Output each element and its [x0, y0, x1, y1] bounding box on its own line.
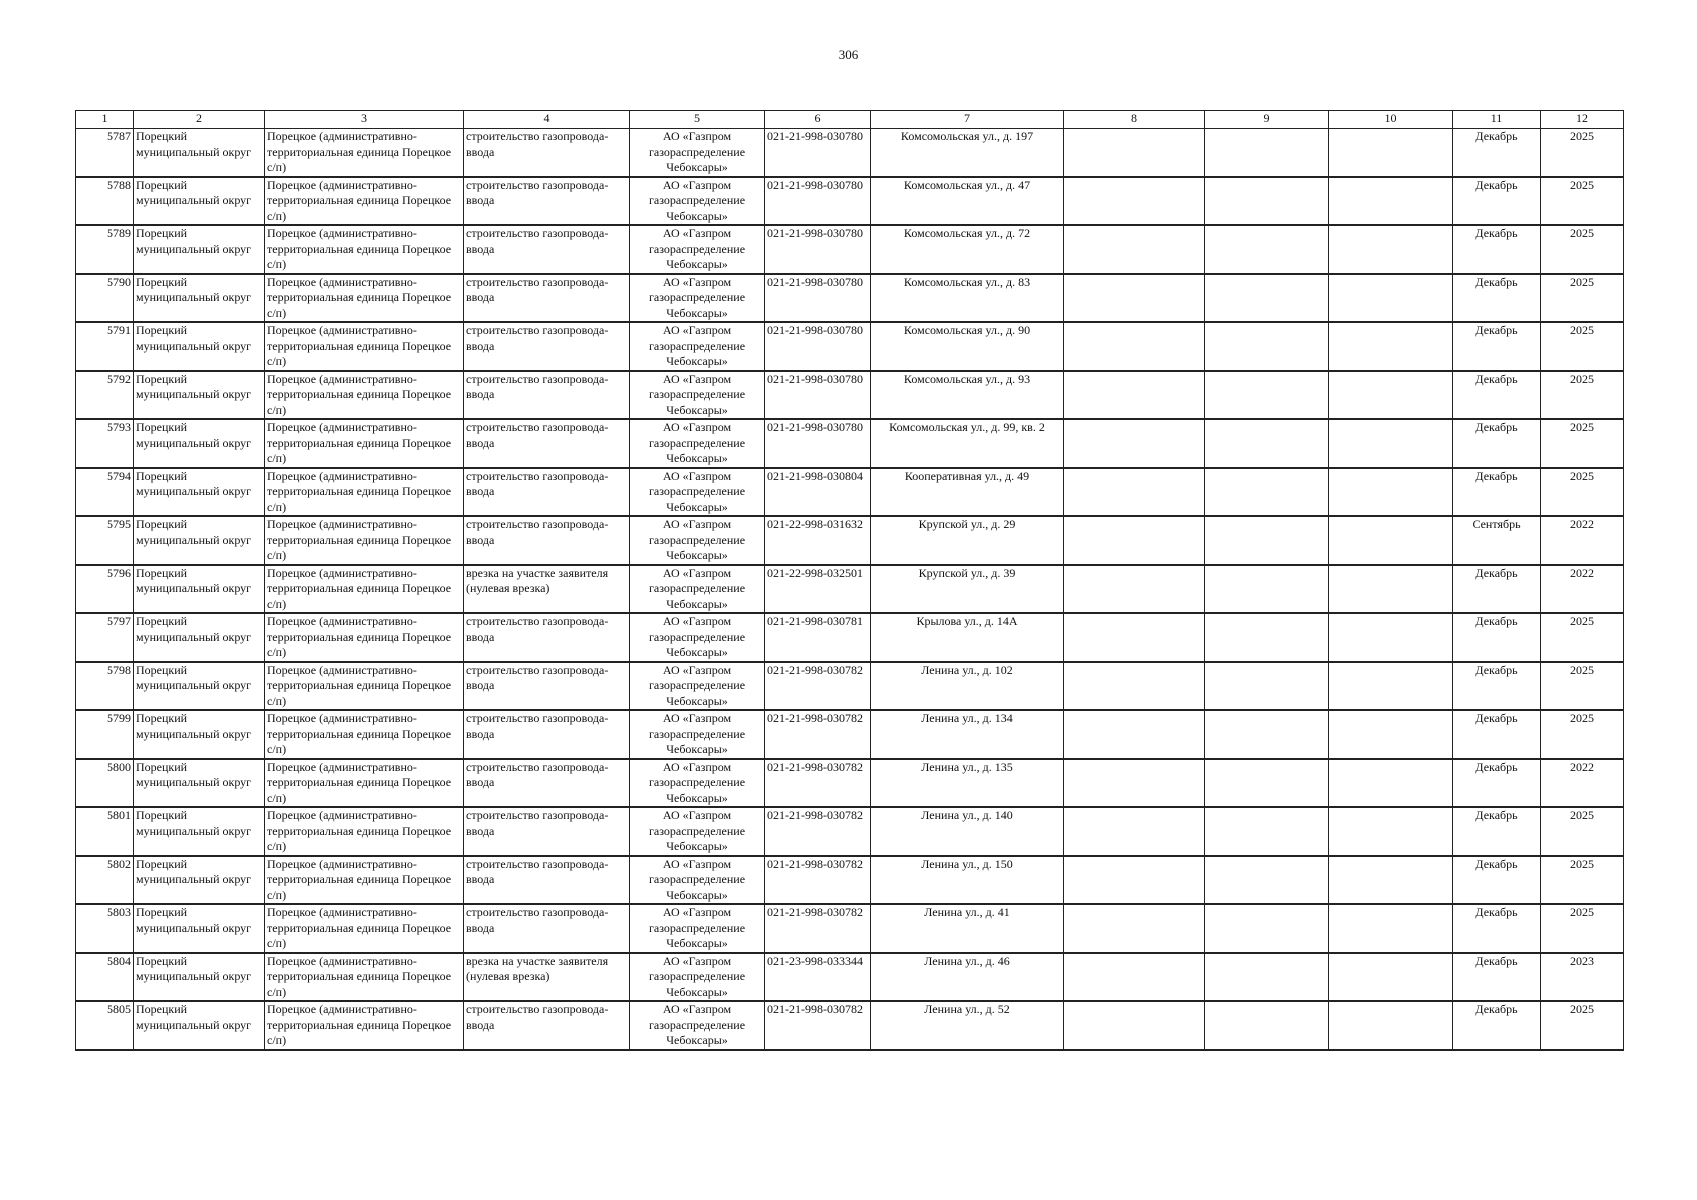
column-8-cell: [1064, 807, 1205, 856]
work-type-cell: строительство газопровода-ввода: [464, 856, 630, 905]
table-row: [76, 904, 1624, 953]
year-cell: 2025: [1541, 613, 1624, 662]
month-cell: Декабрь: [1453, 322, 1541, 371]
work-type-cell: строительство газопровода-ввода: [464, 225, 630, 274]
row-number: 5790: [76, 274, 134, 323]
locality-cell: Порецкое (административно-территориальная единица Порецкое с/п): [265, 953, 464, 1002]
table-row: [76, 322, 1624, 371]
code-cell: 021-21-998-030780: [765, 129, 871, 177]
organization-cell: АО «Газпром газораспределение Чебоксары»: [630, 468, 765, 517]
year-cell: 2025: [1541, 322, 1624, 371]
table-row: [76, 759, 1624, 808]
row-number: 5804: [76, 953, 134, 1002]
column-8-cell: [1064, 177, 1205, 226]
code-cell: 021-21-998-030780: [765, 322, 871, 371]
column-9-cell: [1205, 856, 1329, 905]
code-cell: 021-21-998-030780: [765, 274, 871, 323]
district-cell: Порецкий муниципальный округ: [134, 274, 265, 323]
table-row: [76, 516, 1624, 565]
table-row: [76, 856, 1624, 905]
table-row: [76, 371, 1624, 420]
work-type-cell: строительство газопровода-ввода: [464, 904, 630, 953]
column-8-cell: [1064, 274, 1205, 323]
code-cell: 021-21-998-030782: [765, 856, 871, 905]
table-row: [76, 565, 1624, 614]
column-10-cell: [1329, 807, 1453, 856]
column-9-cell: [1205, 759, 1329, 808]
table-row: [76, 1001, 1624, 1050]
table-row: [76, 710, 1624, 759]
row-number: 5795: [76, 516, 134, 565]
column-8-cell: [1064, 662, 1205, 711]
table-row: [76, 807, 1624, 856]
year-cell: 2025: [1541, 468, 1624, 517]
code-cell: 021-21-998-030780: [765, 177, 871, 226]
locality-cell: Порецкое (административно-территориальная единица Порецкое с/п): [265, 904, 464, 953]
column-10-cell: [1329, 1001, 1453, 1050]
year-cell: 2025: [1541, 274, 1624, 323]
year-cell: 2025: [1541, 856, 1624, 905]
column-header: 6: [765, 111, 871, 129]
district-cell: Порецкий муниципальный округ: [134, 904, 265, 953]
column-9-cell: [1205, 177, 1329, 226]
year-cell: 2025: [1541, 371, 1624, 420]
code-cell: 021-21-998-030782: [765, 662, 871, 711]
year-cell: 2022: [1541, 565, 1624, 614]
column-10-cell: [1329, 953, 1453, 1002]
year-cell: 2025: [1541, 419, 1624, 468]
column-10-cell: [1329, 565, 1453, 614]
row-number: 5793: [76, 419, 134, 468]
column-9-cell: [1205, 225, 1329, 274]
column-9-cell: [1205, 807, 1329, 856]
district-cell: Порецкий муниципальный округ: [134, 662, 265, 711]
row-number: 5789: [76, 225, 134, 274]
district-cell: Порецкий муниципальный округ: [134, 565, 265, 614]
row-number: 5802: [76, 856, 134, 905]
district-cell: Порецкий муниципальный округ: [134, 468, 265, 517]
locality-cell: Порецкое (административно-территориальная единица Порецкое с/п): [265, 759, 464, 808]
column-header-row: [76, 111, 1624, 129]
month-cell: Декабрь: [1453, 759, 1541, 808]
organization-cell: АО «Газпром газораспределение Чебоксары»: [630, 1001, 765, 1050]
column-header: 1: [76, 111, 134, 129]
table-row: [76, 662, 1624, 711]
table-row: [76, 613, 1624, 662]
register-table: [75, 110, 1624, 1051]
month-cell: Декабрь: [1453, 710, 1541, 759]
address-cell: Комсомольская ул., д. 72: [871, 225, 1064, 274]
month-cell: Декабрь: [1453, 953, 1541, 1002]
address-cell: Крылова ул., д. 14А: [871, 613, 1064, 662]
district-cell: Порецкий муниципальный округ: [134, 129, 265, 177]
locality-cell: Порецкое (административно-территориальная единица Порецкое с/п): [265, 1001, 464, 1050]
code-cell: 021-21-998-030782: [765, 807, 871, 856]
month-cell: Декабрь: [1453, 807, 1541, 856]
column-header: 4: [464, 111, 630, 129]
code-cell: 021-21-998-030780: [765, 225, 871, 274]
column-8-cell: [1064, 904, 1205, 953]
column-header: 5: [630, 111, 765, 129]
code-cell: 021-22-998-032501: [765, 565, 871, 614]
locality-cell: Порецкое (административно-территориальная единица Порецкое с/п): [265, 371, 464, 420]
address-cell: Комсомольская ул., д. 47: [871, 177, 1064, 226]
month-cell: Декабрь: [1453, 565, 1541, 614]
work-type-cell: строительство газопровода-ввода: [464, 177, 630, 226]
year-cell: 2025: [1541, 225, 1624, 274]
address-cell: Ленина ул., д. 135: [871, 759, 1064, 808]
column-9-cell: [1205, 371, 1329, 420]
column-10-cell: [1329, 759, 1453, 808]
district-cell: Порецкий муниципальный округ: [134, 710, 265, 759]
column-10-cell: [1329, 662, 1453, 711]
locality-cell: Порецкое (административно-территориальная единица Порецкое с/п): [265, 225, 464, 274]
row-number: 5800: [76, 759, 134, 808]
locality-cell: Порецкое (административно-территориальная единица Порецкое с/п): [265, 710, 464, 759]
work-type-cell: врезка на участке заявителя (нулевая врезка): [464, 565, 630, 614]
code-cell: 021-21-998-030782: [765, 710, 871, 759]
work-type-cell: строительство газопровода-ввода: [464, 516, 630, 565]
address-cell: Ленина ул., д. 46: [871, 953, 1064, 1002]
locality-cell: Порецкое (административно-территориальная единица Порецкое с/п): [265, 468, 464, 517]
column-header: 3: [265, 111, 464, 129]
page-number: 306: [838, 47, 859, 62]
district-cell: Порецкий муниципальный округ: [134, 419, 265, 468]
code-cell: 021-21-998-030781: [765, 613, 871, 662]
district-cell: Порецкий муниципальный округ: [134, 856, 265, 905]
district-cell: Порецкий муниципальный округ: [134, 953, 265, 1002]
district-cell: Порецкий муниципальный округ: [134, 516, 265, 565]
address-cell: Ленина ул., д. 134: [871, 710, 1064, 759]
address-cell: Комсомольская ул., д. 99, кв. 2: [871, 419, 1064, 468]
table-row: [76, 953, 1624, 1002]
organization-cell: АО «Газпром газораспределение Чебоксары»: [630, 710, 765, 759]
organization-cell: АО «Газпром газораспределение Чебоксары»: [630, 613, 765, 662]
work-type-cell: врезка на участке заявителя (нулевая врезка): [464, 953, 630, 1002]
column-8-cell: [1064, 565, 1205, 614]
column-header: 8: [1064, 111, 1205, 129]
code-cell: 021-21-998-030780: [765, 419, 871, 468]
address-cell: Крупской ул., д. 29: [871, 516, 1064, 565]
month-cell: Декабрь: [1453, 613, 1541, 662]
table-row: [76, 274, 1624, 323]
column-header: 7: [871, 111, 1064, 129]
month-cell: Декабрь: [1453, 662, 1541, 711]
column-8-cell: [1064, 419, 1205, 468]
column-9-cell: [1205, 129, 1329, 177]
year-cell: 2022: [1541, 516, 1624, 565]
year-cell: 2022: [1541, 759, 1624, 808]
work-type-cell: строительство газопровода-ввода: [464, 807, 630, 856]
organization-cell: АО «Газпром газораспределение Чебоксары»: [630, 759, 765, 808]
column-10-cell: [1329, 371, 1453, 420]
locality-cell: Порецкое (административно-территориальная единица Порецкое с/п): [265, 322, 464, 371]
month-cell: Декабрь: [1453, 371, 1541, 420]
row-number: 5799: [76, 710, 134, 759]
column-8-cell: [1064, 468, 1205, 517]
district-cell: Порецкий муниципальный округ: [134, 807, 265, 856]
month-cell: Декабрь: [1453, 468, 1541, 517]
column-header: 2: [134, 111, 265, 129]
code-cell: 021-22-998-031632: [765, 516, 871, 565]
organization-cell: АО «Газпром газораспределение Чебоксары»: [630, 371, 765, 420]
column-10-cell: [1329, 225, 1453, 274]
organization-cell: АО «Газпром газораспределение Чебоксары»: [630, 516, 765, 565]
month-cell: Декабрь: [1453, 904, 1541, 953]
column-8-cell: [1064, 613, 1205, 662]
month-cell: Декабрь: [1453, 129, 1541, 177]
column-10-cell: [1329, 419, 1453, 468]
row-number: 5792: [76, 371, 134, 420]
row-number: 5797: [76, 613, 134, 662]
month-cell: Декабрь: [1453, 177, 1541, 226]
column-8-cell: [1064, 322, 1205, 371]
address-cell: Ленина ул., д. 150: [871, 856, 1064, 905]
column-8-cell: [1064, 1001, 1205, 1050]
organization-cell: АО «Газпром газораспределение Чебоксары»: [630, 177, 765, 226]
district-cell: Порецкий муниципальный округ: [134, 759, 265, 808]
locality-cell: Порецкое (административно-территориальная единица Порецкое с/п): [265, 807, 464, 856]
row-number: 5801: [76, 807, 134, 856]
column-8-cell: [1064, 225, 1205, 274]
table-row: [76, 419, 1624, 468]
column-8-cell: [1064, 371, 1205, 420]
column-9-cell: [1205, 1001, 1329, 1050]
column-9-cell: [1205, 662, 1329, 711]
work-type-cell: строительство газопровода-ввода: [464, 759, 630, 808]
year-cell: 2025: [1541, 177, 1624, 226]
column-10-cell: [1329, 516, 1453, 565]
organization-cell: АО «Газпром газораспределение Чебоксары»: [630, 807, 765, 856]
work-type-cell: строительство газопровода-ввода: [464, 662, 630, 711]
column-8-cell: [1064, 953, 1205, 1002]
column-header: 10: [1329, 111, 1453, 129]
column-header: 12: [1541, 111, 1624, 129]
organization-cell: АО «Газпром газораспределение Чебоксары»: [630, 322, 765, 371]
code-cell: 021-21-998-030782: [765, 1001, 871, 1050]
column-9-cell: [1205, 613, 1329, 662]
organization-cell: АО «Газпром газораспределение Чебоксары»: [630, 662, 765, 711]
work-type-cell: строительство газопровода-ввода: [464, 468, 630, 517]
month-cell: Декабрь: [1453, 274, 1541, 323]
address-cell: Комсомольская ул., д. 93: [871, 371, 1064, 420]
table-row: [76, 177, 1624, 226]
address-cell: Комсомольская ул., д. 83: [871, 274, 1064, 323]
month-cell: Декабрь: [1453, 419, 1541, 468]
year-cell: 2025: [1541, 662, 1624, 711]
district-cell: Порецкий муниципальный округ: [134, 613, 265, 662]
column-10-cell: [1329, 613, 1453, 662]
column-header: 11: [1453, 111, 1541, 129]
column-9-cell: [1205, 953, 1329, 1002]
column-10-cell: [1329, 129, 1453, 177]
address-cell: Ленина ул., д. 41: [871, 904, 1064, 953]
locality-cell: Порецкое (административно-территориальная единица Порецкое с/п): [265, 516, 464, 565]
locality-cell: Порецкое (административно-территориальная единица Порецкое с/п): [265, 129, 464, 177]
code-cell: 021-21-998-030782: [765, 904, 871, 953]
year-cell: 2025: [1541, 807, 1624, 856]
column-10-cell: [1329, 710, 1453, 759]
code-cell: 021-21-998-030782: [765, 759, 871, 808]
year-cell: 2025: [1541, 1001, 1624, 1050]
column-header: 9: [1205, 111, 1329, 129]
table-row: [76, 129, 1624, 177]
locality-cell: Порецкое (административно-территориальная единица Порецкое с/п): [265, 177, 464, 226]
year-cell: 2023: [1541, 953, 1624, 1002]
locality-cell: Порецкое (административно-территориальная единица Порецкое с/п): [265, 274, 464, 323]
column-10-cell: [1329, 856, 1453, 905]
organization-cell: АО «Газпром газораспределение Чебоксары»: [630, 419, 765, 468]
column-10-cell: [1329, 468, 1453, 517]
column-10-cell: [1329, 904, 1453, 953]
month-cell: Декабрь: [1453, 1001, 1541, 1050]
row-number: 5798: [76, 662, 134, 711]
address-cell: Ленина ул., д. 102: [871, 662, 1064, 711]
row-number: 5796: [76, 565, 134, 614]
locality-cell: Порецкое (административно-территориальная единица Порецкое с/п): [265, 856, 464, 905]
column-9-cell: [1205, 710, 1329, 759]
column-9-cell: [1205, 904, 1329, 953]
year-cell: 2025: [1541, 129, 1624, 177]
table-body: [76, 129, 1624, 1050]
address-cell: Комсомольская ул., д. 90: [871, 322, 1064, 371]
table-row: [76, 225, 1624, 274]
row-number: 5788: [76, 177, 134, 226]
month-cell: Декабрь: [1453, 856, 1541, 905]
organization-cell: АО «Газпром газораспределение Чебоксары»: [630, 565, 765, 614]
organization-cell: АО «Газпром газораспределение Чебоксары»: [630, 953, 765, 1002]
code-cell: 021-21-998-030804: [765, 468, 871, 517]
column-9-cell: [1205, 468, 1329, 517]
column-8-cell: [1064, 710, 1205, 759]
column-9-cell: [1205, 419, 1329, 468]
column-9-cell: [1205, 516, 1329, 565]
district-cell: Порецкий муниципальный округ: [134, 1001, 265, 1050]
column-8-cell: [1064, 516, 1205, 565]
row-number: 5805: [76, 1001, 134, 1050]
district-cell: Порецкий муниципальный округ: [134, 371, 265, 420]
locality-cell: Порецкое (административно-территориальная единица Порецкое с/п): [265, 419, 464, 468]
address-cell: Комсомольская ул., д. 197: [871, 129, 1064, 177]
column-8-cell: [1064, 856, 1205, 905]
column-10-cell: [1329, 322, 1453, 371]
column-9-cell: [1205, 322, 1329, 371]
organization-cell: АО «Газпром газораспределение Чебоксары»: [630, 274, 765, 323]
work-type-cell: строительство газопровода-ввода: [464, 613, 630, 662]
year-cell: 2025: [1541, 904, 1624, 953]
address-cell: Ленина ул., д. 140: [871, 807, 1064, 856]
locality-cell: Порецкое (административно-территориальная единица Порецкое с/п): [265, 662, 464, 711]
work-type-cell: строительство газопровода-ввода: [464, 419, 630, 468]
organization-cell: АО «Газпром газораспределение Чебоксары»: [630, 856, 765, 905]
district-cell: Порецкий муниципальный округ: [134, 225, 265, 274]
locality-cell: Порецкое (административно-территориальная единица Порецкое с/п): [265, 613, 464, 662]
organization-cell: АО «Газпром газораспределение Чебоксары»: [630, 225, 765, 274]
work-type-cell: строительство газопровода-ввода: [464, 274, 630, 323]
work-type-cell: строительство газопровода-ввода: [464, 710, 630, 759]
month-cell: Декабрь: [1453, 225, 1541, 274]
work-type-cell: строительство газопровода-ввода: [464, 1001, 630, 1050]
district-cell: Порецкий муниципальный округ: [134, 177, 265, 226]
month-cell: Сентябрь: [1453, 516, 1541, 565]
row-number: 5794: [76, 468, 134, 517]
work-type-cell: строительство газопровода-ввода: [464, 322, 630, 371]
column-8-cell: [1064, 129, 1205, 177]
year-cell: 2025: [1541, 710, 1624, 759]
row-number: 5803: [76, 904, 134, 953]
row-number: 5787: [76, 129, 134, 177]
organization-cell: АО «Газпром газораспределение Чебоксары»: [630, 904, 765, 953]
table-row: [76, 468, 1624, 517]
column-9-cell: [1205, 565, 1329, 614]
locality-cell: Порецкое (административно-территориальная единица Порецкое с/п): [265, 565, 464, 614]
work-type-cell: строительство газопровода-ввода: [464, 129, 630, 177]
code-cell: 021-21-998-030780: [765, 371, 871, 420]
column-8-cell: [1064, 759, 1205, 808]
column-10-cell: [1329, 177, 1453, 226]
column-9-cell: [1205, 274, 1329, 323]
column-10-cell: [1329, 274, 1453, 323]
work-type-cell: строительство газопровода-ввода: [464, 371, 630, 420]
address-cell: Кооперативная ул., д. 49: [871, 468, 1064, 517]
code-cell: 021-23-998-033344: [765, 953, 871, 1002]
address-cell: Крупской ул., д. 39: [871, 565, 1064, 614]
organization-cell: АО «Газпром газораспределение Чебоксары»: [630, 129, 765, 177]
row-number: 5791: [76, 322, 134, 371]
address-cell: Ленина ул., д. 52: [871, 1001, 1064, 1050]
district-cell: Порецкий муниципальный округ: [134, 322, 265, 371]
